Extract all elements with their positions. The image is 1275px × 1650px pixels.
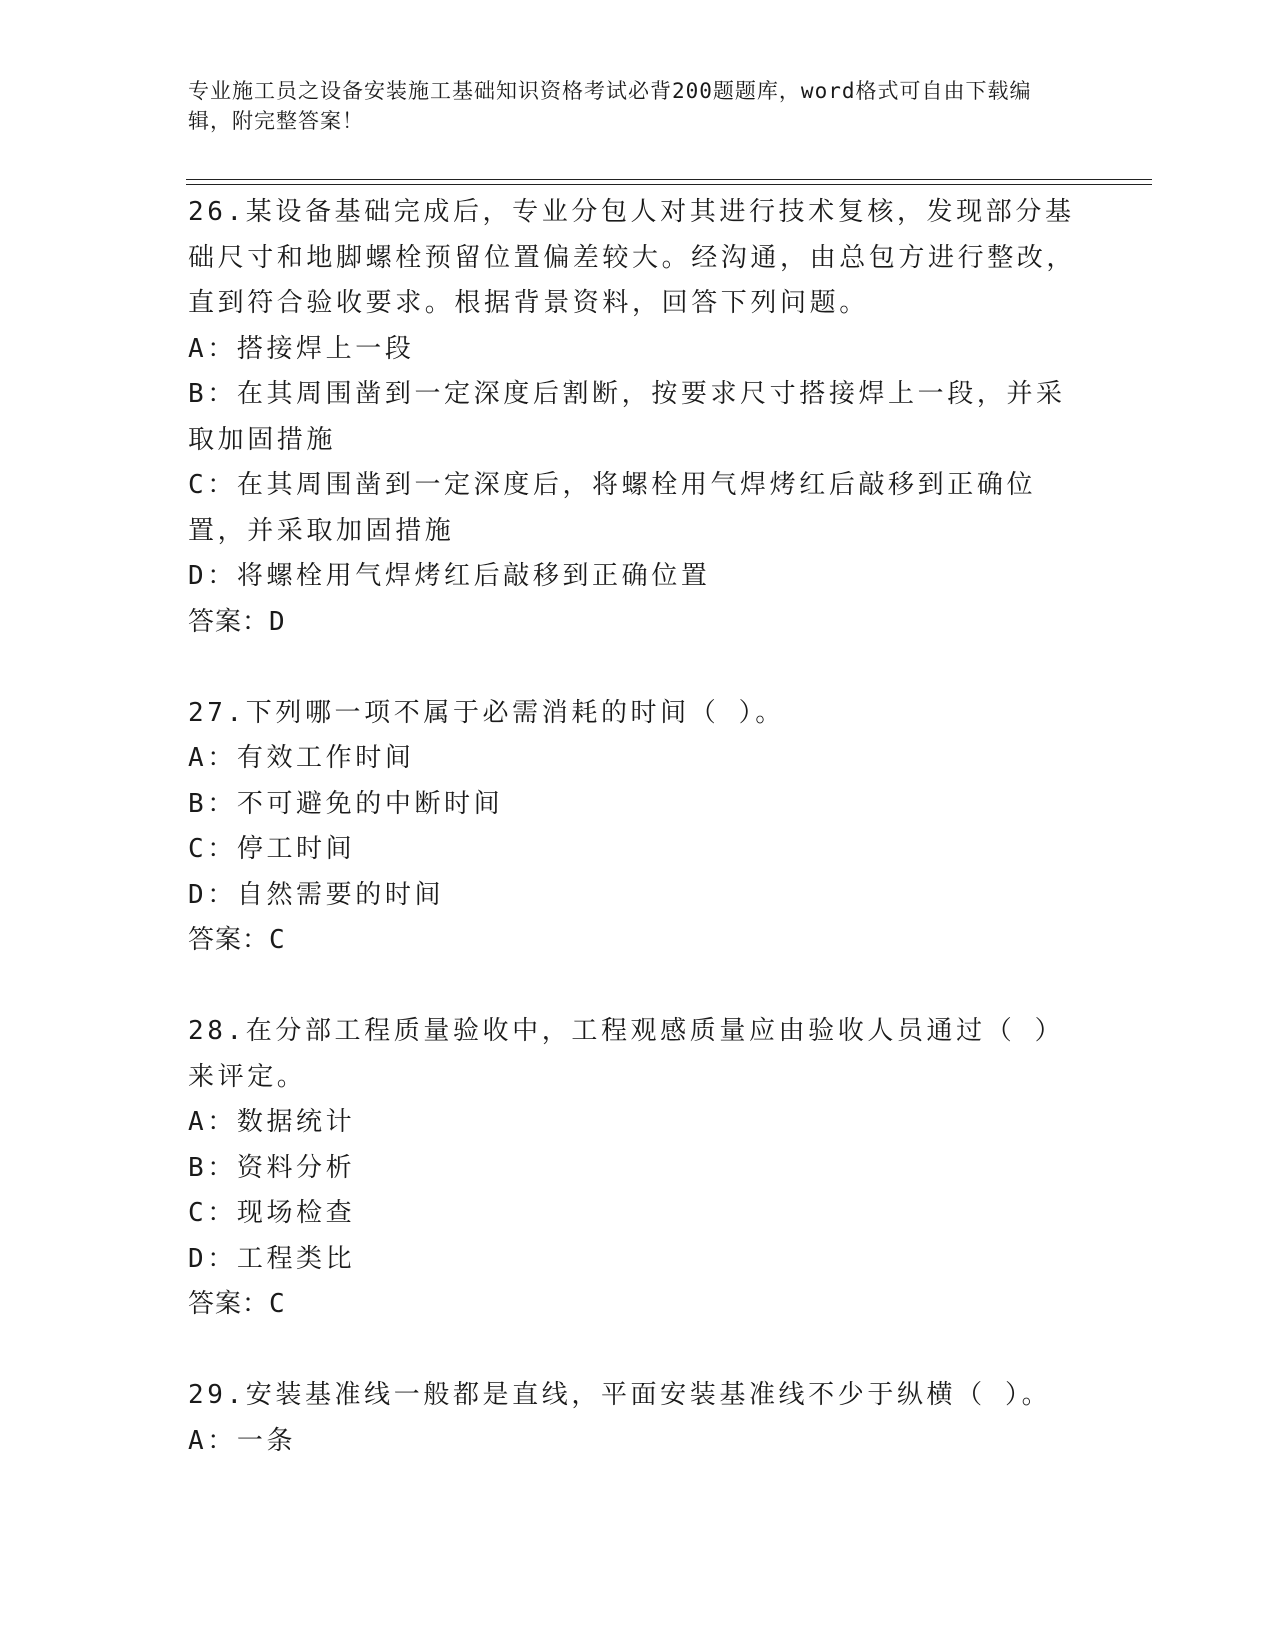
option-c: C：在其周围凿到一定深度后，将螺栓用气焊烤红后敲移到正确位置，并采取加固措施 xyxy=(188,470,1037,546)
option-c: C：停工时间 xyxy=(188,834,356,864)
option-b: B：不可避免的中断时间 xyxy=(188,788,504,819)
question-26 xyxy=(188,190,1078,645)
header-rule-bottom xyxy=(186,184,1152,185)
question-list xyxy=(188,190,1078,1464)
answer-label: 答案：C xyxy=(188,1289,286,1319)
option-b: B：资料分析 xyxy=(188,1152,356,1183)
option-d: D：将螺栓用气焊烤红后敲移到正确位置 xyxy=(188,561,711,591)
option-a: A：有效工作时间 xyxy=(188,743,415,773)
spacer xyxy=(188,645,1078,691)
spacer xyxy=(188,1328,1078,1374)
question-29 xyxy=(188,1373,1078,1464)
question-stem: 26.某设备基础完成后，专业分包人对其进行技术复核，发现部分基础尺寸和地脚螺栓预留位置偏差较大。经沟通，由总包方进行整改，直到符合验收要求。根据背景资料，回答下列问题。 xyxy=(188,197,1077,318)
header-rule-top xyxy=(186,179,1152,180)
document-header: 专业施工员之设备安装施工基础知识资格考试必背200题题库，word格式可自由下载编辑，附完整答案！ xyxy=(188,79,1032,133)
option-b: B：在其周围凿到一定深度后割断，按要求尺寸搭接焊上一段，并采取加固措施 xyxy=(188,379,1066,455)
option-d: D：工程类比 xyxy=(188,1243,356,1274)
answer-label: 答案：D xyxy=(188,606,286,637)
question-27 xyxy=(188,691,1078,964)
spacer xyxy=(188,964,1078,1010)
option-a: A：一条 xyxy=(188,1425,297,1456)
question-stem: 27.下列哪一项不属于必需消耗的时间（ ）。 xyxy=(188,697,785,728)
option-a: A：搭接焊上一段 xyxy=(188,333,415,364)
option-c: C：现场检查 xyxy=(188,1198,356,1228)
question-28 xyxy=(188,1009,1078,1328)
question-stem: 28.在分部工程质量验收中，工程观感质量应由验收人员通过（ ）来评定。 xyxy=(188,1016,1065,1092)
option-a: A：数据统计 xyxy=(188,1107,356,1137)
answer-label: 答案：C xyxy=(188,925,286,955)
question-stem: 29.安装基准线一般都是直线，平面安装基准线不少于纵横（ ）。 xyxy=(188,1380,1052,1410)
option-d: D：自然需要的时间 xyxy=(188,879,445,910)
